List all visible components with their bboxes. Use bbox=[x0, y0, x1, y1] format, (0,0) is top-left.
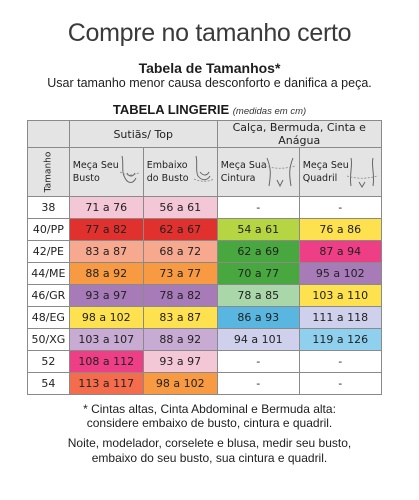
underbust-header-line1: Embaixo bbox=[146, 160, 188, 171]
column-header-waist bbox=[217, 148, 299, 197]
table-title bbox=[0, 102, 419, 117]
table-row bbox=[28, 373, 382, 395]
table-row bbox=[28, 263, 382, 285]
size-cell: 40/PP bbox=[28, 219, 70, 241]
hip-cell: - bbox=[299, 351, 381, 373]
bust-cell: 71 a 76 bbox=[69, 197, 143, 219]
underbust-cell: 56 a 61 bbox=[143, 197, 217, 219]
waist-cell: 86 a 93 bbox=[217, 307, 299, 329]
table-row bbox=[28, 197, 382, 219]
group-header-tops: Sutiãs/ Top bbox=[69, 121, 217, 148]
hip-cell: 95 a 102 bbox=[299, 263, 381, 285]
bust-cell: 93 a 97 bbox=[69, 285, 143, 307]
waist-cell: 70 a 77 bbox=[217, 263, 299, 285]
group-header-bottoms: Calça, Bermuda, Cinta e Anágua bbox=[217, 121, 381, 148]
footnote-noite-line2: embaixo do seu busto, sua cintura e quadril. bbox=[91, 451, 328, 465]
table-row bbox=[28, 351, 382, 373]
waist-header-line2: Cintura bbox=[220, 173, 256, 184]
bust-cell: 83 a 87 bbox=[69, 241, 143, 263]
hip-header-line2: Quadril bbox=[302, 173, 338, 184]
size-cell: 42/PE bbox=[28, 241, 70, 263]
column-header-size: Tamanho bbox=[28, 148, 70, 197]
bust-cell: 113 a 117 bbox=[69, 373, 143, 395]
underbust-cell: 98 a 102 bbox=[143, 373, 217, 395]
footnote-noite bbox=[0, 436, 419, 466]
hip-cell: 119 a 126 bbox=[299, 329, 381, 351]
size-cell: 46/GR bbox=[28, 285, 70, 307]
size-table-subtitle: Tabela de Tamanhos* bbox=[138, 60, 281, 76]
footnote-cintas-line2: considere embaixo de busto, cintura e quadril. bbox=[86, 416, 333, 430]
table-title-text: TABELA LINGERIE bbox=[112, 102, 230, 117]
bust-cell: 98 a 102 bbox=[69, 307, 143, 329]
footnote-cintas bbox=[0, 402, 419, 430]
underbust-cell: 93 a 97 bbox=[143, 351, 217, 373]
hip-cell: - bbox=[299, 373, 381, 395]
table-row bbox=[28, 241, 382, 263]
hip-cell: 76 a 86 bbox=[299, 219, 381, 241]
size-table bbox=[27, 120, 382, 395]
size-cell: 44/ME bbox=[28, 263, 70, 285]
footnote-cintas-line1: * Cintas altas, Cinta Abdominal e Bermuda alta: bbox=[83, 402, 336, 416]
bust-cell: 103 a 107 bbox=[69, 329, 143, 351]
column-header-hip bbox=[299, 148, 381, 197]
table-row bbox=[28, 285, 382, 307]
waist-cell: - bbox=[217, 373, 299, 395]
hip-cell: 111 a 118 bbox=[299, 307, 381, 329]
size-warning-note: Usar tamanho menor causa desconforto e danifica a peça. bbox=[47, 76, 372, 90]
bust-figure-icon bbox=[119, 154, 141, 190]
size-cell: 48/EG bbox=[28, 307, 70, 329]
size-cell: 54 bbox=[28, 373, 70, 395]
footnote-noite-line1: Noite, modelador, corselete e blusa, medir seu busto, bbox=[67, 436, 352, 450]
waist-cell: 94 a 101 bbox=[217, 329, 299, 351]
underbust-header-line2: do Busto bbox=[146, 173, 189, 184]
hip-cell: 103 a 110 bbox=[299, 285, 381, 307]
hip-figure-icon bbox=[345, 154, 379, 190]
underbust-cell: 83 a 87 bbox=[143, 307, 217, 329]
column-header-bust bbox=[69, 148, 143, 197]
underbust-cell: 88 a 92 bbox=[143, 329, 217, 351]
table-row bbox=[28, 307, 382, 329]
hip-cell: - bbox=[299, 197, 381, 219]
page-title: Compre no tamanho certo bbox=[67, 19, 352, 47]
underbust-figure-icon bbox=[193, 154, 215, 190]
underbust-cell: 68 a 72 bbox=[143, 241, 217, 263]
waist-figure-icon bbox=[263, 154, 297, 190]
column-header-underbust bbox=[143, 148, 217, 197]
underbust-cell: 78 a 82 bbox=[143, 285, 217, 307]
size-cell: 50/XG bbox=[28, 329, 70, 351]
header-spacer bbox=[28, 121, 70, 148]
waist-cell: 54 a 61 bbox=[217, 219, 299, 241]
bust-cell: 77 a 82 bbox=[69, 219, 143, 241]
size-cell: 38 bbox=[28, 197, 70, 219]
waist-cell: - bbox=[217, 351, 299, 373]
bust-cell: 108 a 112 bbox=[69, 351, 143, 373]
hip-header-line1: Meça Seu bbox=[302, 160, 349, 171]
waist-header-line1: Meça Sua bbox=[220, 160, 267, 171]
table-units-note: (medidas em cm) bbox=[232, 106, 307, 117]
table-row bbox=[28, 219, 382, 241]
bust-cell: 88 a 92 bbox=[69, 263, 143, 285]
underbust-cell: 62 a 67 bbox=[143, 219, 217, 241]
underbust-cell: 73 a 77 bbox=[143, 263, 217, 285]
table-row bbox=[28, 329, 382, 351]
size-cell: 52 bbox=[28, 351, 70, 373]
bust-header-line2: Busto bbox=[72, 173, 100, 184]
waist-cell: - bbox=[217, 197, 299, 219]
waist-cell: 62 a 69 bbox=[217, 241, 299, 263]
bust-header-line1: Meça Seu bbox=[72, 160, 119, 171]
hip-cell: 87 a 94 bbox=[299, 241, 381, 263]
waist-cell: 78 a 85 bbox=[217, 285, 299, 307]
